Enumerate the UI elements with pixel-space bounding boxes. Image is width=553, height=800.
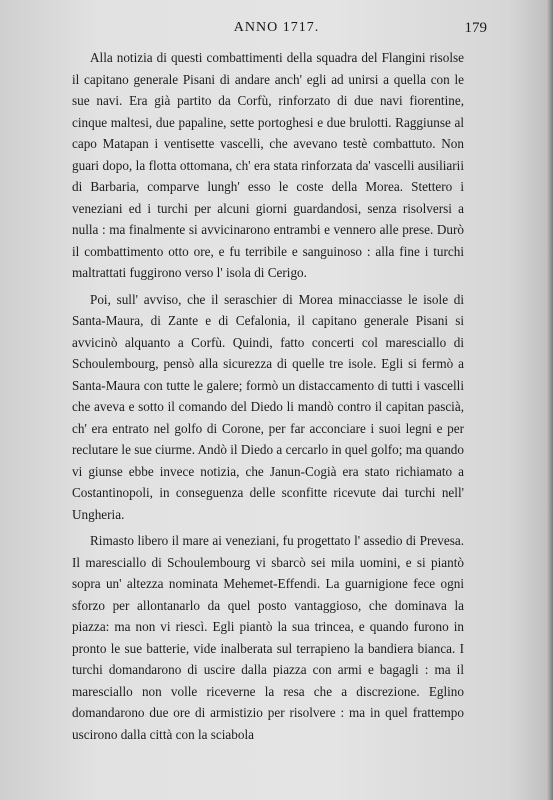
running-title: ANNO 1717. [233, 20, 320, 35]
page-number: 179 [464, 20, 487, 36]
page-header [0, 20, 553, 40]
paragraph-1: Alla notizia di questi combattimenti della squadra del Flangini risolse il capitano generale Pisani di andare anch' egli ad unirsi a quella con le sue navi. Era già partito da Corfù, rinforzato di due navi fiorentine, cinque maltesi, due papaline, sette portoghesi e due brulotti. Raggiunse al capo Matapan i ventisette vascelli, che avevano testè combattuto. Non guari dopo, la flotta ottomana, ch' era stata rinforzata da' vascelli ausiliarii di Barbaria, comparve lungh' esso le coste della Morea. Stettero i veneziani ed i turchi per alcuni giorni guardandosi, senza risolversi a nulla : ma finalmente si avvicinarono entrambi e vennero alle prese. Durò il combattimento otto ore, e fu terribile e sanguinoso : alla fine i turchi maltrattati fuggirono verso l' isola di Cerigo. [72, 50, 464, 280]
body-text [72, 47, 464, 750]
paragraph-3: Rimasto libero il mare ai veneziani, fu progettato l' assedio di Prevesa. Il maresciallo di Schoulembourg vi sbarcò sei mila uomini, e si piantò sopra un' altezza nominata Mehemet-Effendi. La guarnigione fece ogni sforzo per allontanarlo da quel posto vantaggioso, che dominava la piazza: ma non vi riescì. Egli piantò la sua trincea, e quando furono in pronto le sue batterie, vide inalberata sul terrapieno la bandiera bianca. I turchi domandarono di uscire dalla piazza con armi e bagagli : ma il maresciallo non volle riceverne la resa che a discrezione. Eglino domandarono due ore di armistizio per risolvere : ma in quel frattempo uscirono dalla città con la sciabola [72, 533, 464, 742]
paragraph-2: Poi, sull' avviso, che il seraschier di Morea minacciasse le isole di Santa-Maura, di Zante e di Cefalonia, il capitano generale Pisani si avvicinò alquanto a Corfù. Quindi, fatto concerti col maresciallo di Schoulembourg, pensò alla sicurezza di quelle tre isole. Egli si fermò a Santa-Maura con tutte le galere; formò un distaccamento di tutti i vascelli che aveva e sotto il comando del Diedo li mandò contro il capitan pascià, ch' era entrato nel golfo di Corone, per far acconciare i suoi legni e per reclutare le sue ciurme. Andò il Diedo a cercarlo in quel golfo; ma quando vi giunse ebbe invece notizia, che Janun-Cogià era stato richiamato a Costantinopoli, in conseguenza delle sconfitte ricevute dai turchi nell' Ungheria. [72, 291, 464, 522]
